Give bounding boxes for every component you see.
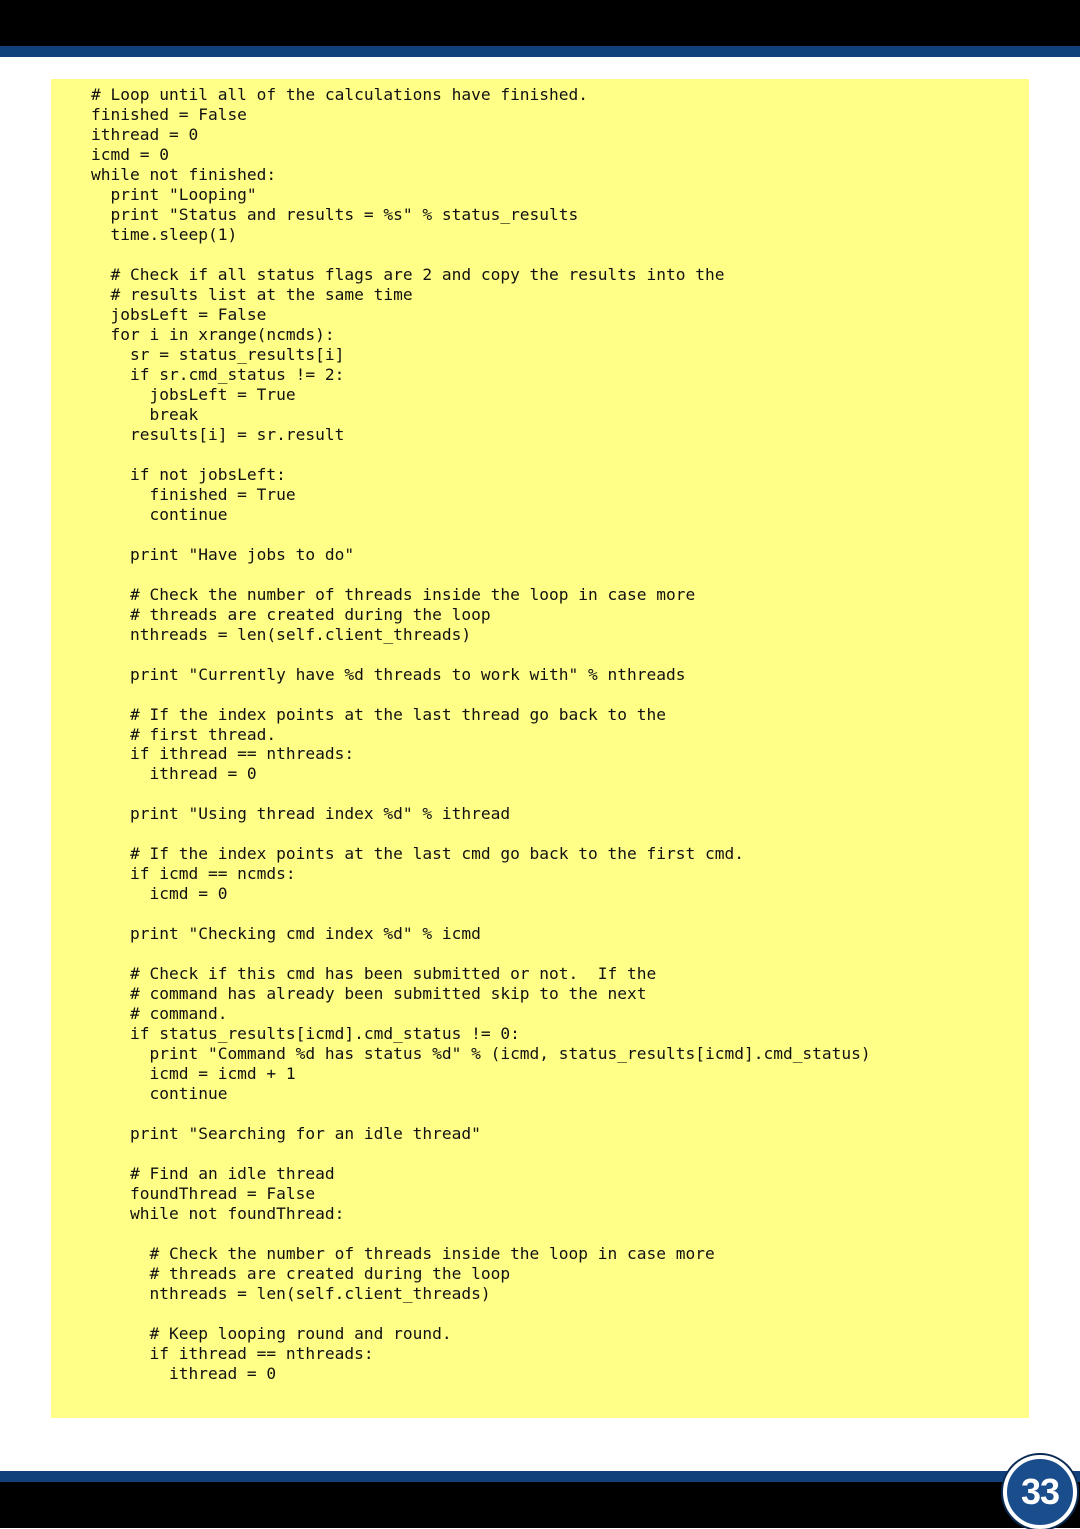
code-listing-panel [51,79,1029,1418]
code-line: # first thread. [91,724,277,744]
code-line: print "Searching for an idle thread" [91,1124,481,1144]
header-bar [0,0,1080,46]
code-listing [91,85,871,1384]
code-line: icmd = 0 [91,884,228,904]
code-line: # Check the number of threads inside the loop in case more [91,584,696,604]
code-line: # Find an idle thread [91,1164,335,1184]
code-line: icmd = 0 [91,144,169,164]
code-line: break [91,404,199,424]
code-line: icmd = icmd + 1 [91,1064,296,1084]
code-line: sr = status_results[i] [91,344,345,364]
page-number: 33 [1020,1471,1060,1512]
code-line: continue [91,1084,228,1104]
code-line: # If the index points at the last thread go back to the [91,704,666,724]
code-line: ithread = 0 [91,124,199,144]
code-line: print "Checking cmd index %d" % icmd [91,924,481,944]
footer-accent-stripe [0,1471,1080,1482]
code-line: # threads are created during the loop [91,1264,511,1284]
code-line: nthreads = len(self.client_threads) [91,624,472,644]
code-line: jobsLeft = True [91,384,296,404]
code-line: # If the index points at the last cmd go back to the first cmd. [91,844,744,864]
code-line: if status_results[icmd].cmd_status != 0: [91,1024,520,1044]
code-line: # results list at the same time [91,284,413,304]
code-line: nthreads = len(self.client_threads) [91,1284,491,1304]
code-line: if icmd == ncmds: [91,864,296,884]
code-line: print "Currently have %d threads to work with" % nthreads [91,664,686,684]
code-line: continue [91,504,228,524]
code-line: # Loop until all of the calculations have finished. [91,85,589,104]
code-line: # command has already been submitted skip to the next [91,984,647,1004]
code-line: finished = False [91,104,247,124]
code-line: foundThread = False [91,1184,316,1204]
code-line: print "Status and results = %s" % status_results [91,204,579,224]
code-line: if not jobsLeft: [91,464,286,484]
header-accent-stripe [0,46,1080,57]
code-line: while not finished: [91,164,277,184]
code-line: time.sleep(1) [91,224,238,244]
code-line: if ithread == nthreads: [91,744,355,764]
code-line: print "Have jobs to do" [91,544,355,564]
code-line: ithread = 0 [91,764,257,784]
code-line: if ithread == nthreads: [91,1344,374,1364]
code-line: print "Looping" [91,184,257,204]
code-line: if sr.cmd_status != 2: [91,364,345,384]
code-line: # Check if this cmd has been submitted or not. If the [91,964,657,984]
code-line: while not foundThread: [91,1204,345,1224]
code-line: # Check the number of threads inside the loop in case more [91,1244,715,1264]
code-line: jobsLeft = False [91,304,267,324]
code-line: # command. [91,1004,228,1024]
code-line: print "Using thread index %d" % ithread [91,804,511,824]
code-line: finished = True [91,484,296,504]
code-line: # threads are created during the loop [91,604,491,624]
code-line: print "Command %d has status %d" % (icmd, status_results[icmd].cmd_status) [91,1044,871,1064]
code-line: results[i] = sr.result [91,424,345,444]
code-line: # Check if all status flags are 2 and copy the results into the [91,264,725,284]
code-line: for i in xrange(ncmds): [91,324,335,344]
code-line: ithread = 0 [91,1364,277,1383]
code-line: # Keep looping round and round. [91,1324,452,1344]
page-number-badge [1003,1455,1077,1529]
footer-bar [0,1482,1080,1528]
